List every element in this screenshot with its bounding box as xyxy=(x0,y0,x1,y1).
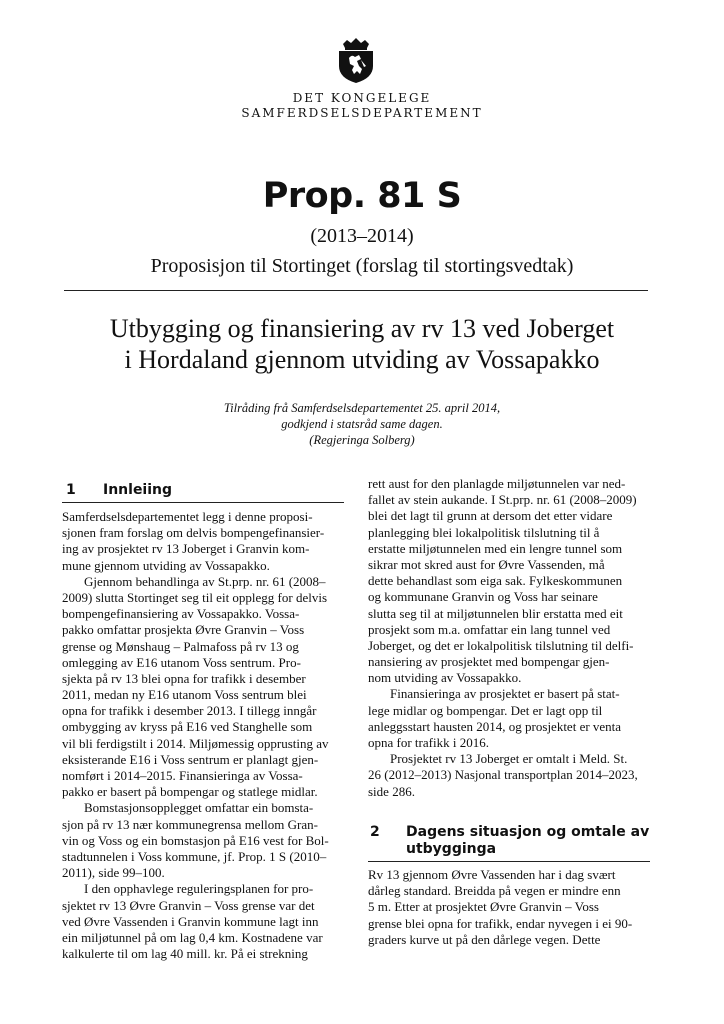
text-line: sjonen fram forslag om delvis bompengefinansier- xyxy=(62,525,325,541)
text-line: planlegging blei lokalpolitisk tilslutning til å xyxy=(368,524,600,540)
section2-heading xyxy=(368,824,658,860)
text-line: dette behandlast som eiga sak. Fylkeskommunen xyxy=(368,573,623,589)
text-line: eksisterande E16 i Voss sentrum er planlagt gjen- xyxy=(62,751,319,767)
coat-of-arms-icon xyxy=(335,36,377,84)
text-line: Bomstasjonsopplegget omfattar ein bomsta- xyxy=(84,800,314,816)
department-name-line2: SAMFERDSELSDEPARTEMENT xyxy=(241,106,483,120)
text-line: erstatte miljøtunnelen med ein lengre tunnel som xyxy=(368,540,623,556)
text-line: vin og Voss og ein bomstasjon på E16 vest for Bol- xyxy=(62,832,329,848)
text-line: ein miljøtunnel på om lag 0,4 km. Kostnadene var xyxy=(62,929,323,945)
main-title-line1: Utbygging og finansiering av rv 13 ved Joberget xyxy=(109,314,615,343)
department-name-line1: DET KONGELEGE xyxy=(292,91,432,105)
section2-divider xyxy=(368,861,650,862)
text-line: graders kurve ut på den dårlege vegen. Dette xyxy=(368,931,601,947)
text-line: Rv 13 gjennom Øvre Vassenden har i dag svært xyxy=(368,867,616,882)
text-line: vil bli ferdigstilt i 2014. Miljømessig opprusting av xyxy=(62,735,329,751)
text-line: opna for trafikk i 2016. xyxy=(368,735,489,750)
text-line: stadtunnelen i Voss kommune, jf. Prop. 1 S (2010– xyxy=(62,848,327,864)
text-line: sjon på rv 13 nær kommunegrensa mellom Gran- xyxy=(62,816,318,832)
text-line: kalkulerte til om lag 40 mill. kr. På ei strekning xyxy=(62,946,308,962)
text-line: anleggsstart hausten 2014, og prosjektet er venta xyxy=(368,718,622,734)
text-line: Samferdselsdepartementet legg i denne proposi- xyxy=(62,509,313,524)
text-line: ombygging av kryss på E16 ved Stanghelle som xyxy=(62,719,313,735)
main-title-line2: i Hordaland gjennom utviding av Vossapakko xyxy=(124,345,600,374)
text-line: nomført i 2014–2015. Finansieringa av Vossa- xyxy=(62,768,303,783)
text-line: sjektet rv 13 Øvre Granvin – Voss grense var det xyxy=(62,897,315,913)
text-line: pakko omfattar prosjekta Øvre Granvin – Voss xyxy=(62,622,305,638)
approval-line3: (Regjeringa Solberg) xyxy=(309,433,415,447)
text-line: Finansieringa av prosjektet er basert på stat- xyxy=(390,686,620,702)
text-line: nansiering av prosjektet med bompengar gjen- xyxy=(368,654,610,670)
text-line: Gjennom behandlinga av St.prp. nr. 61 (2008– xyxy=(84,573,326,589)
text-line: nom utviding av Vossapakko. xyxy=(368,670,522,686)
text-line: ved Øvre Vassenden i Granvin kommune lagt inn xyxy=(62,913,319,929)
text-line: ing av prosjektet rv 13 Joberget i Granvin kom- xyxy=(62,541,310,557)
approval-line2: godkjend i statsråd same dagen. xyxy=(281,417,443,431)
text-line: rett aust for den planlagde miljøtunnelen var ned- xyxy=(368,476,626,491)
text-line: 2009) slutta Stortinget seg til eit opplegg for delvis xyxy=(62,589,328,605)
section2-body xyxy=(368,867,658,948)
text-line: dårleg standard. Breidda på vegen er mindre enn xyxy=(368,883,621,899)
text-line: I den opphavlege reguleringsplanen for pro- xyxy=(84,881,314,897)
text-line: opna for trafikk i desember 2013. I tillegg inngår xyxy=(62,703,317,719)
text-line: side 286. xyxy=(368,783,415,799)
text-line: lege midlar og bompengar. Det er lagt opp til xyxy=(368,702,603,718)
right-column-body xyxy=(368,476,658,800)
text-line: og kommunane Granvin og Voss har seinare xyxy=(368,589,598,605)
text-line: sikrar mot skred aust for Øvre Vassenden, må xyxy=(368,556,605,572)
text-line: fallet av stein aukande. I St.prp. nr. 61 (2008–2009) xyxy=(368,492,637,508)
section2-number: 2 xyxy=(370,824,380,840)
text-line: grense blei opna for trafikk, endar nyvegen i ei 90- xyxy=(368,915,633,931)
section1-body xyxy=(62,509,347,962)
section2-title-line2: utbygginga xyxy=(406,841,497,857)
proposition-title: Prop. 81 S xyxy=(262,176,462,216)
text-line: pakko er basert på bompengar og statlege midlar. xyxy=(62,784,318,800)
proposition-years: (2013–2014) xyxy=(310,225,414,247)
text-line: 5 m. Etter at prosjektet Øvre Granvin – Voss xyxy=(368,899,599,915)
text-line: Joberget, og det er lokalpolitisk tilslutning til delfi- xyxy=(368,637,634,653)
approval-line1: Tilråding frå Samferdselsdepartementet 25. april 2014, xyxy=(223,401,501,415)
text-line: 2011, medan ny E16 utanom Voss sentrum blei xyxy=(62,687,307,703)
text-line: bompengefinansiering av Vossapakko. Vossa- xyxy=(62,606,300,622)
text-line: slutta seg til at miljøtunnelen blir erstatta med eit xyxy=(368,605,623,621)
text-line: omlegging av E16 utanom Voss sentrum. Pro- xyxy=(62,654,301,670)
text-line: blei det lagt til grunn at dersom det etter vidare xyxy=(368,508,613,524)
section1-divider xyxy=(62,502,344,503)
section1-title: Innleiing xyxy=(103,482,173,498)
section2-title-line1: Dagens situasjon og omtale av xyxy=(406,824,650,840)
text-line: prosjekt som m.a. omfattar ein lang tunnel ved xyxy=(368,621,611,637)
text-line: mune gjennom utviding av Vossapakko. xyxy=(62,557,270,573)
text-line: sjekta på rv 13 blei opna for trafikk i desember xyxy=(62,670,306,686)
title-divider xyxy=(64,290,648,291)
text-line: 26 (2012–2013) Nasjonal transportplan 2014–2023, xyxy=(368,767,638,783)
text-line: Prosjektet rv 13 Joberget er omtalt i Meld. St. xyxy=(390,751,628,767)
text-line: grense og Mønshaug – Palmafoss på rv 13 og xyxy=(62,638,299,654)
proposition-subtitle: Proposisjon til Stortinget (forslag til stortingsvedtak) xyxy=(150,255,574,277)
text-line: 2011), side 99–100. xyxy=(62,865,165,881)
section1-number: 1 xyxy=(66,482,76,498)
